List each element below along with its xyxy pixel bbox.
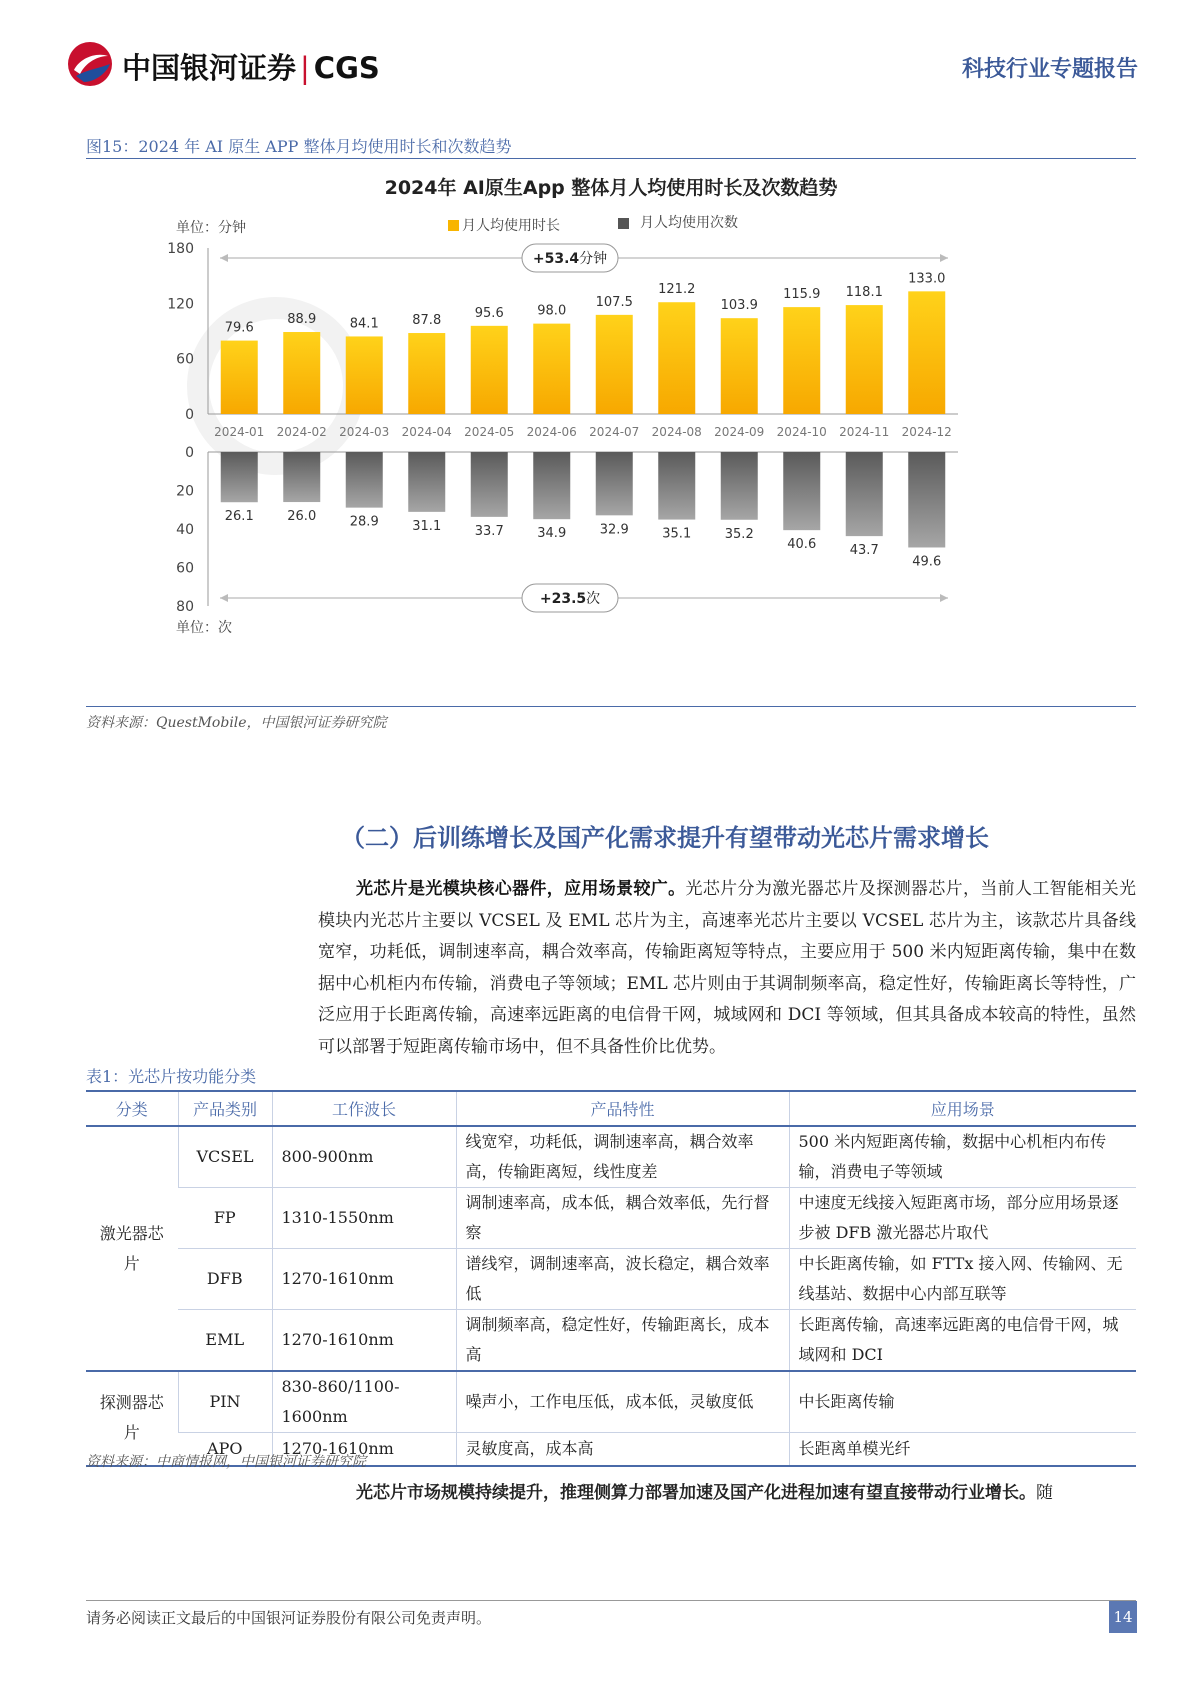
duration-value-label: 107.5: [595, 294, 633, 310]
count-value-label: 26.0: [287, 509, 317, 525]
wavelength-cell: 1270-1610nm: [272, 1249, 456, 1310]
application-cell: 长距离传输，高速率远距离的电信骨干网，城域网和 DCI: [789, 1310, 1136, 1372]
x-tick-label: 2024-08: [651, 425, 702, 439]
duration-bar: [283, 332, 320, 414]
count-bar: [283, 452, 320, 502]
report-type: 科技行业专题报告: [961, 56, 1138, 82]
duration-bar: [408, 333, 445, 414]
count-bar: [408, 452, 445, 512]
count-value-label: 49.6: [912, 554, 942, 570]
count-bar: [471, 452, 508, 517]
x-tick-labels: [214, 425, 952, 439]
wavelength-cell: 800-900nm: [272, 1126, 456, 1188]
y-tick-label: 40: [176, 522, 194, 538]
usage-trend-chart: [86, 166, 1136, 700]
count-bar: [658, 452, 695, 520]
duration-value-label: 84.1: [349, 316, 379, 332]
figure-caption: 图15：2024 年 AI 原生 APP 整体月均使用时长和次数趋势: [86, 137, 512, 156]
count-bar: [596, 452, 633, 515]
duration-bar: [658, 302, 695, 414]
count-bar: [846, 452, 883, 536]
duration-value-label: 133.0: [908, 271, 946, 287]
application-cell: 中速度无线接入短距离市场，部分应用场景逐步被 DFB 激光器芯片取代: [789, 1188, 1136, 1249]
duration-bar: [846, 305, 883, 414]
features-cell: 线宽窄，功耗低，调制速率高，耦合效率高，传输距离短，线性度差: [456, 1126, 789, 1188]
table-caption: 表1：光芯片按功能分类: [86, 1067, 257, 1086]
brand-name-cn: 中国银河证券: [122, 51, 297, 85]
page-number: 14: [1109, 1601, 1137, 1633]
header-wavelength: 工作波长: [272, 1091, 456, 1126]
closing-text: 随: [1036, 1483, 1053, 1503]
footer-rule: [86, 1600, 1136, 1601]
duration-bar: [221, 341, 258, 414]
table-row: [86, 1188, 1136, 1249]
x-tick-label: 2024-03: [339, 425, 390, 439]
header-product: 产品类别: [178, 1091, 272, 1126]
count-bar: [346, 452, 383, 508]
duration-bar: [721, 318, 758, 414]
product-cell: FP: [178, 1188, 272, 1249]
header-features: 产品特性: [456, 1091, 789, 1126]
duration-bar: [346, 336, 383, 414]
wavelength-cell: 1310-1550nm: [272, 1188, 456, 1249]
x-tick-label: 2024-01: [214, 425, 265, 439]
wavelength-cell: 830-860/1100-1600nm: [272, 1371, 456, 1433]
count-value-label: 33.7: [474, 523, 504, 539]
count-value-label: 34.9: [537, 526, 567, 542]
count-value-label: 31.1: [412, 518, 442, 534]
category-laser: 激光器芯片: [86, 1126, 178, 1371]
closing-paragraph: [318, 1478, 1136, 1509]
duration-bar: [908, 291, 945, 414]
duration-value-label: 79.6: [224, 320, 254, 336]
count-value-label: 28.9: [349, 514, 379, 530]
duration-bar: [596, 315, 633, 414]
duration-value-label: 87.8: [412, 313, 442, 329]
count-value-label: 26.1: [224, 509, 254, 525]
x-tick-label: 2024-10: [776, 425, 827, 439]
svg-text:+23.5次: [540, 591, 600, 607]
count-bar: [221, 452, 258, 502]
application-cell: 长距离单模光纤: [789, 1433, 1136, 1466]
x-tick-label: 2024-06: [526, 425, 577, 439]
x-tick-label: 2024-11: [839, 425, 890, 439]
count-bars: [221, 452, 946, 569]
application-cell: 中长距离传输: [789, 1371, 1136, 1433]
table-row: [86, 1126, 1136, 1188]
section-title: （二）后训练增长及国产化需求提升有望带动光芯片需求增长: [341, 823, 989, 852]
header-application: 应用场景: [789, 1091, 1136, 1126]
duration-value-label: 88.9: [287, 312, 317, 328]
count-bar: [721, 452, 758, 520]
duration-bar: [471, 326, 508, 414]
duration-value-label: 98.0: [537, 303, 567, 319]
unit-label-times: 单位：次: [176, 620, 232, 636]
count-value-label: 43.7: [849, 543, 879, 559]
duration-value-label: 121.2: [658, 282, 696, 298]
body-lead-bold: 光芯片是光模块核心器件，应用场景较广。: [356, 879, 686, 899]
y-tick-label: 180: [167, 241, 194, 257]
count-bar: [908, 452, 945, 547]
x-tick-label: 2024-02: [276, 425, 327, 439]
table-row: [86, 1371, 1136, 1433]
application-cell: 中长距离传输，如 FTTx 接入网、传输网、无线基站、数据中心内部互联等: [789, 1249, 1136, 1310]
category-detector: 探测器芯片: [86, 1371, 178, 1466]
legend-label-duration: 月人均使用时长: [462, 218, 560, 234]
bottom-change-unit: 次: [586, 591, 601, 607]
unit-label-minutes: 单位：分钟: [176, 220, 246, 236]
y-tick-label: 60: [176, 560, 194, 577]
closing-bold: 光芯片市场规模持续提升，推理侧算力部署加速及国产化进程加速有望直接带动行业增长。: [356, 1483, 1036, 1503]
figure-top-rule: [86, 158, 1136, 159]
product-cell: DFB: [178, 1249, 272, 1310]
x-tick-label: 2024-09: [714, 425, 765, 439]
body-paragraph: [318, 874, 1136, 1063]
top-change-annotation: [220, 244, 948, 272]
duration-bar: [533, 324, 570, 414]
count-value-label: 32.9: [599, 522, 629, 538]
duration-value-label: 103.9: [720, 298, 758, 314]
legend-swatch-duration: [448, 220, 459, 231]
duration-bar: [783, 307, 820, 414]
duration-value-label: 95.6: [474, 305, 504, 321]
x-tick-label: 2024-04: [401, 425, 452, 439]
brand-name-en: CGS: [313, 51, 380, 85]
brand-separator: |: [300, 51, 310, 85]
product-cell: EML: [178, 1310, 272, 1372]
product-cell: VCSEL: [178, 1126, 272, 1188]
y-tick-label: 60: [176, 351, 194, 368]
table-header-row: [86, 1091, 1136, 1126]
body-lead-text: 光芯片分为激光器芯片及探测器芯片，当前人工智能相关光模块内光芯片主要以 VCSEL 及 EML 芯片为主，高速率光芯片主要以 VCSEL 芯片为主，该款芯片具备线宽窄，功耗低，调制速率高，耦合效率高，传输距离短等特点，主要应用于 500 米内短距离传输，集中在数据中心机柜内布传输，消费电子等领域；EML 芯片则由于其调制频率高，稳定性好，传输距离长等特性，广泛应用于长距离传输，高速率远距离的电信骨干网，城域网和 DCI 等领域，但其具备成本较高的特性，虽然可以部署于短距离传输市场中，但不具备性价比优势。: [318, 879, 1137, 1057]
features-cell: 灵敏度高，成本高: [456, 1433, 789, 1466]
svg-text:+53.4分钟: [533, 251, 607, 267]
brand-name: [122, 46, 380, 87]
count-value-label: 35.2: [724, 526, 754, 542]
legend-label-count: 月人均使用次数: [640, 215, 738, 231]
footer-disclaimer: 请务必阅读正文最后的中国银河证券股份有限公司免责声明。: [86, 1609, 492, 1627]
bottom-axes: [208, 452, 958, 606]
application-cell: 500 米内短距离传输，数据中心机柜内布传输，消费电子等领域: [789, 1126, 1136, 1188]
features-cell: 噪声小，工作电压低，成本低，灵敏度低: [456, 1371, 789, 1433]
table-row: [86, 1310, 1136, 1372]
y-tick-label: 0: [185, 445, 194, 461]
legend-swatch-count: [618, 218, 629, 229]
y-tick-label: 0: [185, 407, 194, 423]
figure-source: 资料来源：QuestMobile，中国银河证券研究院: [86, 715, 387, 731]
count-value-label: 35.1: [662, 526, 692, 542]
duration-value-label: 115.9: [783, 287, 821, 303]
table-row: [86, 1249, 1136, 1310]
top-change-unit: 分钟: [579, 251, 608, 267]
figure-bottom-rule: [86, 706, 1136, 707]
duration-value-label: 118.1: [845, 285, 883, 301]
features-cell: 谱线窄，调制速率高，波长稳定，耦合效率低: [456, 1249, 789, 1310]
chart-title: 2024年 AI原生App 整体月人均使用时长及次数趋势: [384, 177, 838, 199]
y-tick-labels: [167, 241, 194, 615]
x-tick-label: 2024-05: [464, 425, 515, 439]
top-change-value: +53.4: [532, 251, 580, 267]
count-bar: [533, 452, 570, 519]
wavelength-cell: 1270-1610nm: [272, 1433, 456, 1466]
wavelength-cell: 1270-1610nm: [272, 1310, 456, 1372]
y-tick-label: 80: [176, 599, 194, 615]
bottom-change-annotation: [220, 584, 948, 612]
features-cell: 调制速率高，成本低，耦合效率低，先行督察: [456, 1188, 789, 1249]
count-value-label: 40.6: [787, 537, 817, 553]
x-tick-label: 2024-07: [589, 425, 640, 439]
x-tick-label: 2024-12: [901, 425, 952, 439]
features-cell: 调制频率高，稳定性好，传输距离长，成本高: [456, 1310, 789, 1372]
y-tick-label: 120: [167, 296, 194, 313]
table-source: 资料来源：中商情报网，中国银河证券研究院: [86, 1454, 366, 1470]
y-tick-label: 20: [176, 483, 194, 500]
product-cell: APO: [178, 1433, 272, 1466]
cgs-logo-icon: [66, 40, 114, 88]
header-category: 分类: [86, 1091, 178, 1126]
optical-chip-table: [86, 1090, 1136, 1467]
count-bar: [783, 452, 820, 530]
product-cell: PIN: [178, 1371, 272, 1433]
bottom-change-value: +23.5: [539, 591, 587, 607]
